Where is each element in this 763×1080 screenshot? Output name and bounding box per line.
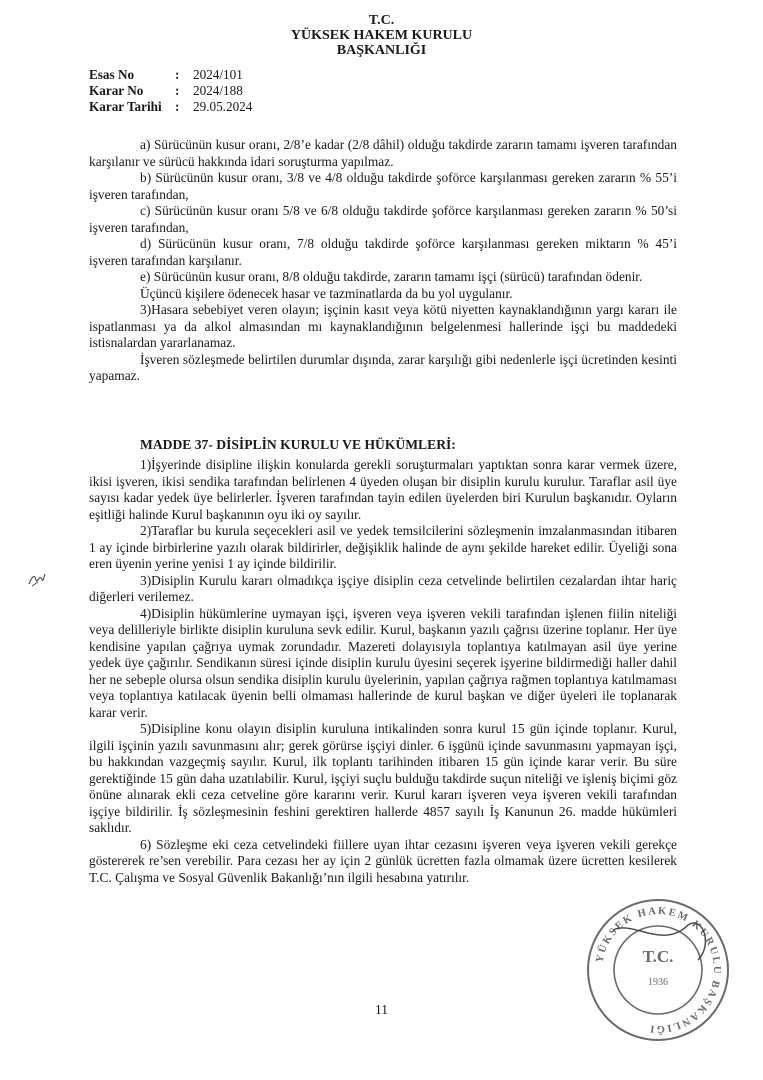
paragraph: 5)Disipline konu olayın disiplin kuruluna intikalinden sonra kurul 15 gün içinde toplanır. Kurul, ilgili işçinin yazılı savunmasını alır; gerek görürse işçiyi dinler. 6 işgünü içinde savunmasını yapmayan işçi, bu hakkından vazgeçmiş sayılır. Kurul, ilk toplantı tarihinden itibaren 15 gün içinde karar verir. Bu süre gerektiğinde 15 gün daha uzatılabilir. Kurul, işçiyi suçlu bulduğu takdirde suçun niteliği ve işleniş biçimi göz önüne alınarak ekli ceza cetveline göre kararını verir. Kurul kararı işveren veya işveren vekili tarafından işçiye bildirilir. İş sözleşmesinin feshini gerektiren hallerde 4857 sayılı İş Kanunun 26. madde hükümleri saklıdır. <box>89 721 677 835</box>
header-country: T.C. <box>368 13 395 28</box>
meta-value: 2024/101 <box>193 67 243 82</box>
body-text-top <box>89 137 677 385</box>
paragraph: d) Sürücünün kusur oranı, 7/8 olduğu takdirde şoförce karşılanması gereken miktarın % 45’i işveren tarafından karşılanır. <box>89 236 677 268</box>
official-seal-stamp <box>563 890 753 1050</box>
paragraph: Üçüncü kişilere ödenecek hasar ve tazminatlarda da bu yol uygulanır. <box>140 285 513 301</box>
article-heading: MADDE 37- DİSİPLİN KURULU VE HÜKÜMLERİ: <box>140 437 456 452</box>
meta-value: 2024/188 <box>193 83 243 98</box>
meta-label: Esas No <box>89 67 135 82</box>
meta-row-tarih <box>89 99 252 115</box>
paragraph: a) Sürücünün kusur oranı, 2/8’e kadar (2/8 dâhil) olduğu takdirde zararın tamamı işveren tarafından karşılanır ve sürücü hakkında idari soruşturma yapılmaz. <box>89 137 677 169</box>
paragraph: 2)Taraflar bu kurula seçecekleri asil ve yedek temsilcilerini sözleşmenin imzalanmasından itibaren 1 ay içinde birbirlerine yazılı olarak bildirirler, değişiklik halinde de aynı şekilde hareket edilir. Üyeliği sona eren üyenin yerine yenisi 1 ay içinde bildirilir. <box>89 523 677 571</box>
meta-value: 29.05.2024 <box>193 99 253 114</box>
document-header <box>0 13 763 58</box>
seal-ring-text: YÜKSEK HAKEM KURULU BAŞKANLIĞI <box>594 905 723 1035</box>
meta-row-karar <box>89 83 252 99</box>
paragraph: e) Sürücünün kusur oranı, 8/8 olduğu takdirde, zararın tamamı işçi (sürücü) tarafından ödenir. <box>140 269 643 284</box>
paragraph: 3)Disiplin Kurulu kararı olmadıkça işçiye disiplin ceza cetvelinde belirtilen cezalardan ihtar hariç diğerleri verilemez. <box>89 572 677 604</box>
paragraph: 4)Disiplin hükümlerine uymayan işçi, işveren veya işveren vekili tarafından işlenen fiilin niteliği veya delilleriyle birlikte disiplin kuruluna sevk edilir. Kurul, başkanın yazılı çağrısı üzerine toplanır. Her üye kendisine yapılan çağrıya uymak zorundadır. Mazereti dolayısıyla toplantıya katılmayan asil üye yerine yedek üye çağırılır. Sendikanın süresi içinde disiplin kurulu üyesini seçerek işyerine bildirmediği haller dahil her ne sebeple olursa olsun sendika disiplin kurulu üyelerinin, yapılan çağrıya rağmen toplantıya katılmaması veya toplantıya katılacak üyenin belli olmaması hallerinde de kurul başkan ve diğer üyeleri ile toplanarak karar verir. <box>89 605 677 720</box>
case-metadata <box>89 67 252 115</box>
meta-label: Karar Tarihi <box>89 99 162 114</box>
seal-center-text: T.C. <box>642 947 674 966</box>
handwritten-initial-mark <box>26 568 48 590</box>
paragraph: b) Sürücünün kusur oranı, 3/8 ve 4/8 olduğu takdirde şoförce karşılanması gereken zararın % 55’i işveren tarafından, <box>89 170 677 202</box>
paragraph: 1)İşyerinde disipline ilişkin konularda gerekli soruşturmaları yaptıktan sonra karar vermek üzere, ikisi işveren, ikisi sendika tarafından belirlenen 4 üyeden oluşan bir disiplin kurulu kurulur. Taraflar asil üye sayısı kadar yedek üye belirlerler. İşveren tarafından tayin edilen üyelerden biri Kurulun başkanıdır. Oyların eşitliği halinde Kurul başkanının oyu iki oy sayılır. <box>89 457 677 522</box>
meta-row-esas <box>89 67 252 83</box>
paragraph: 6) Sözleşme eki ceza cetvelindeki fiillere uyan ihtar cezasını işveren veya işveren vekili gerekçe göstererek re’sen verebilir. Para cezası her ay için 2 günlük ücretten fazla olmamak üzere ücretten kesilerek T.C. Çalışma ve Sosyal Güvenlik Bakanlığı’nın ilgili hesabına yatırılır. <box>89 836 677 885</box>
header-office: BAŞKANLIĞI <box>336 43 427 58</box>
header-institution: YÜKSEK HAKEM KURULU <box>290 28 473 43</box>
meta-colon: : <box>175 83 180 98</box>
body-text-bottom <box>89 457 677 886</box>
page-number: 11 <box>375 1002 388 1017</box>
paragraph: 3)Hasara sebebiyet veren olayın; işçinin kasıt veya kötü niyetten kaynaklandığının yargı kararı ile ispatlanması ya da alkol almasından mı kaynaklandığının belgelenmesi hallerinde işçi bu maddedeki istisnalardan yararlanamaz. <box>89 302 677 350</box>
meta-colon: : <box>175 99 180 114</box>
meta-label: Karar No <box>89 83 144 98</box>
seal-year: 1936 <box>648 977 668 988</box>
paragraph: İşveren sözleşmede belirtilen durumlar dışında, zarar karşılığı gibi nedenlerle işçi ücretinden kesinti yapamaz. <box>89 351 677 383</box>
meta-colon: : <box>175 67 180 82</box>
paragraph: c) Sürücünün kusur oranı 5/8 ve 6/8 olduğu takdirde şoförce karşılanması gereken zararın % 50’si işveren tarafından, <box>89 203 677 235</box>
